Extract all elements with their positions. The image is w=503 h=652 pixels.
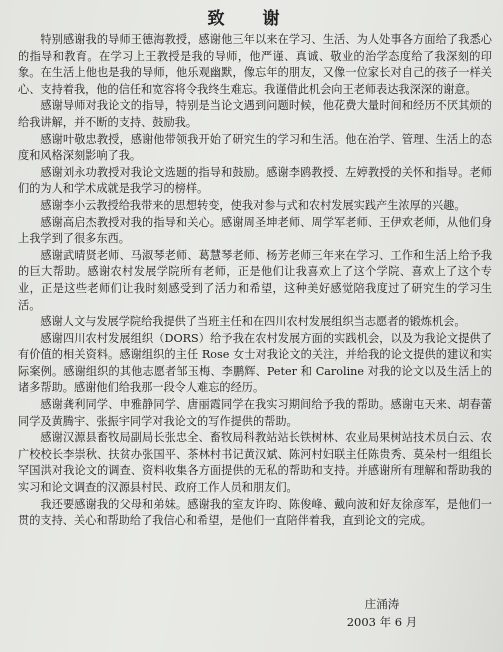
acknowledgement-body <box>18 32 492 530</box>
paragraph: 我还要感谢我的父母和弟妹。感谢我的室友许昀、陈俊峰、戴向波和好友徐彦军，是他们一贯的支持、关心和帮助给了我信心和希望，是他们一直陪伴着我，直到论文的完成。 <box>18 497 492 528</box>
paragraph: 感谢四川农村发展组织（DORS）给予我在农村发展方面的实践机会，以及为我论文提供了有价值的相关资料。感谢组织的主任 Rose 女士对我论文的关注，并给我的论文提供的建议和实际案例。感谢组织的其他志愿者邹玉梅、李鹏辉、Peter 和 Caroline 对我的论文以及生活上的诸多帮助。感谢他们给我那一段令人难忘的经历。 <box>18 331 492 395</box>
paragraph: 感谢高启杰教授对我的指导和关心。感谢周圣坤老师、周学军老师、王伊欢老师，从他们身上我学到了很多东西。 <box>18 215 492 246</box>
signature-date: 2003 年 6 月 <box>346 615 418 629</box>
signature-block <box>327 595 437 631</box>
paragraph: 感谢龚利同学、申雅静同学、唐丽霞同学在我实习期间给予我的帮助。感谢屯天来、胡春蕾同学及黄腾宇、张振宇同学对我论文的写作提供的帮助。 <box>18 398 492 428</box>
paragraph: 感谢李小云教授给我带来的思想转变，使我对参与式和农村发展实践产生浓厚的兴趣。 <box>40 198 466 212</box>
paragraph: 感谢叶敬忠教授，感谢他带领我开始了研究生的学习和生活。他在治学、管理、生活上的态度和风格深刻影响了我。 <box>18 132 492 163</box>
paragraph: 感谢刘永功教授对我论文选题的指导和鼓励。感谢李鸥教授、左婷教授的关怀和指导。老师们的为人和学术成就是我学习的榜样。 <box>18 165 492 196</box>
paragraph: 感谢汉源县畜牧局副局长张忠全、畜牧局科教站站长铁树林、农业局果树站技术员白云、农广校校长李崇秋、扶贫办张国平、茶林村书记黄汉斌、陈河村妇联主任陈贵秀、莫朵村一组组长罕国洪对我论文的调查、资料收集各方面提供的无私的帮助和支持。并感谢所有理解和帮助我的实习和论文调查的汉源县村民、政府工作人员和朋友们。 <box>18 431 492 495</box>
page-title: 致 谢 <box>207 9 296 29</box>
paragraph: 特别感谢我的导师王德海教授，感谢他三年以来在学习、生活、为人处事各方面给了我悉心的指导和教育。在学习上王教授是我的导师，他严谨、真诚、敬业的治学态度给了我深刻的印象。在生活上他也是我的导师，他乐观幽默，像忘年的朋友，又像一位家长对自己的孩子一样关心、支持着我，他的信任和宽容将令我终生难忘。我谨借此机会向王老师表达我深深的谢意。 <box>18 33 492 96</box>
author-name: 庄涌涛 <box>364 597 400 611</box>
paragraph: 感谢人文与发展学院给我提供了当班主任和在四川农村发展组织当志愿者的锻炼机会。 <box>40 315 466 329</box>
paragraph: 感谢武晴贤老师、马淑琴老师、葛慧琴老师、杨芳老师三年来在学习、工作和生活上给予我的巨大帮助。感谢农村发展学院所有老师，正是他们让我喜欢上了这个学院、喜欢上了这个专业，正是这些老师们让我时刻感受到了活力和希望，这种美好感觉陪我度过了研究生的学习生活。 <box>18 248 492 312</box>
paragraph: 感谢导师对我论文的指导，特别是当论文遇到问题时候，他花费大量时间和经历不厌其烦的给我讲解，并不断的支持、鼓励我。 <box>18 99 492 129</box>
